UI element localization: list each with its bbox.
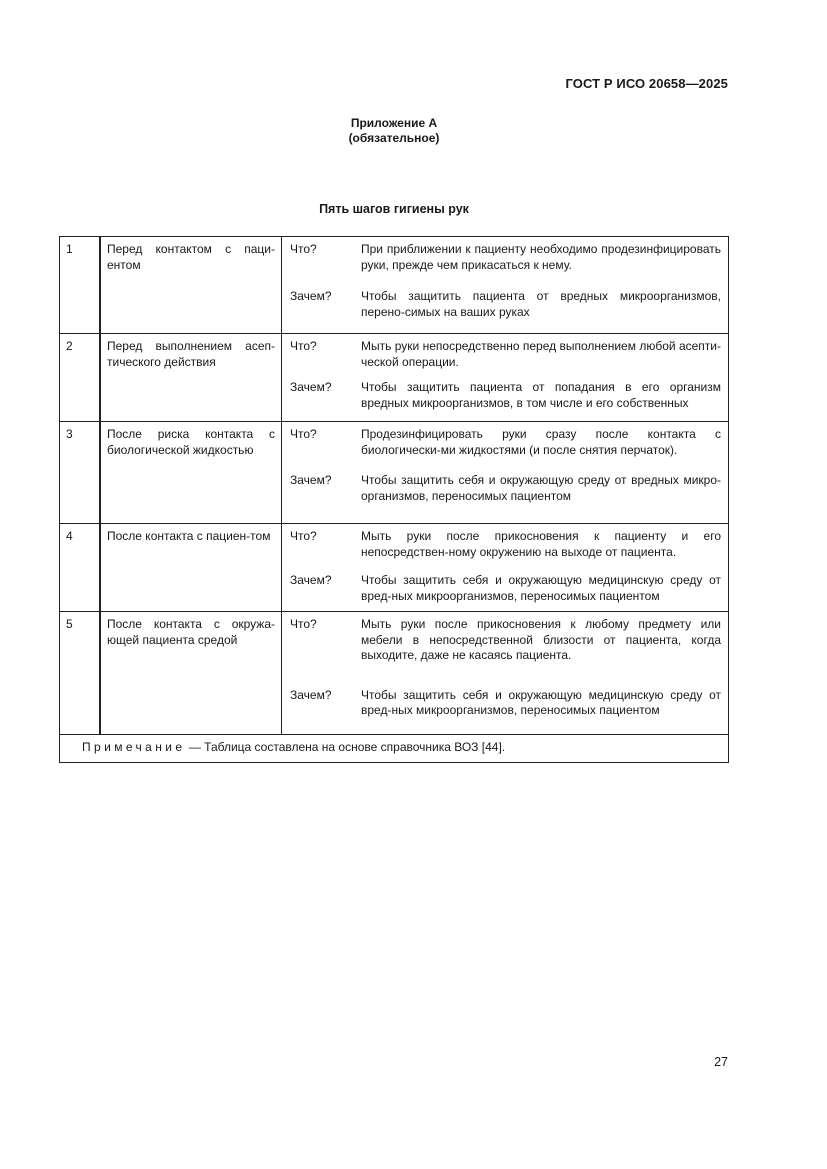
- what-text: Мыть руки после прикосновения к любому предмету или мебели в непосредственной близости от пациента, когда выходите, даже не касаясь пациента.: [361, 617, 721, 662]
- what-text: Продезинфицировать руки сразу после контакта с биологически-ми жидкостями (и после снятия перчаток).: [361, 427, 721, 457]
- why-label: Зачем?: [290, 687, 332, 702]
- why-text: Чтобы защитить себя и окружающую среду от вредных микро-организмов, переносимых пациентом: [361, 473, 721, 503]
- why-label: Зачем?: [290, 380, 332, 394]
- what-row: [282, 237, 728, 273]
- row-body: [282, 524, 729, 612]
- appendix-title: Приложение А: [350, 116, 438, 130]
- row-title: Перед выполнением асеп-тического действия: [100, 334, 282, 422]
- what-row: [282, 612, 728, 664]
- appendix-subtitle: (обязательное): [348, 131, 440, 145]
- what-row: [282, 524, 728, 560]
- what-text: Мыть руки непосредственно перед выполнением любой асепти-ческой операции.: [361, 339, 721, 369]
- what-row: [282, 334, 728, 370]
- table-title: Пять шагов гигиены рук: [319, 202, 469, 216]
- row-title: После контакта с пациен-том: [100, 524, 282, 612]
- note-label: Примечание: [82, 740, 186, 754]
- table-row: [60, 237, 729, 334]
- why-label: Зачем?: [290, 473, 332, 487]
- why-row: [282, 560, 728, 604]
- why-label: Зачем?: [290, 573, 332, 587]
- what-label: Что?: [290, 242, 317, 256]
- row-number: 3: [60, 422, 101, 524]
- row-body: [282, 237, 729, 334]
- why-row: [282, 664, 728, 719]
- what-text: Мыть руки после прикосновения к пациенту и его непосредствен-ному окружению на выходе от пациента.: [361, 529, 721, 559]
- table-note: [60, 735, 729, 763]
- page-number: 27: [714, 1055, 728, 1069]
- note-row: [60, 735, 729, 763]
- table-row: [60, 612, 729, 735]
- what-label: Что?: [290, 529, 317, 543]
- row-number: 4: [60, 524, 101, 612]
- row-body: [282, 612, 729, 735]
- row-title: После контакта с окружа-ющей пациента средой: [100, 612, 282, 735]
- table-row: [60, 524, 729, 612]
- row-title: Перед контактом с паци-ентом: [100, 237, 282, 334]
- row-body: [282, 334, 729, 422]
- table-row: [60, 334, 729, 422]
- row-number: 1: [60, 237, 101, 334]
- row-number: 2: [60, 334, 101, 422]
- what-row: [282, 422, 728, 458]
- row-title: После риска контакта с биологической жидкостью: [100, 422, 282, 524]
- note-text: — Таблица составлена на основе справочника ВОЗ [44].: [188, 740, 506, 754]
- row-number: 5: [60, 612, 101, 735]
- hand-hygiene-table: [59, 236, 729, 763]
- why-row: [282, 370, 728, 411]
- what-label: Что?: [290, 427, 317, 441]
- appendix-heading: [0, 116, 788, 146]
- why-row: [282, 458, 728, 504]
- why-row: [282, 273, 728, 320]
- why-label: Зачем?: [290, 289, 332, 303]
- what-label: Что?: [290, 339, 317, 353]
- why-text: Чтобы защитить пациента от вредных микроорганизмов, перено-симых на ваших руках: [361, 289, 721, 319]
- what-text: При приближении к пациенту необходимо продезинфицировать руки, прежде чем прикасаться к нему.: [361, 242, 721, 272]
- what-label: Что?: [290, 617, 317, 631]
- table-row: [60, 422, 729, 524]
- why-text: Чтобы защитить себя и окружающую медицинскую среду от вред-ных микроорганизмов, переносимых пациентом: [361, 573, 721, 603]
- standard-number: ГОСТ Р ИСО 20658—2025: [565, 76, 728, 91]
- row-body: [282, 422, 729, 524]
- why-text: Чтобы защитить пациента от попадания в его организм вредных микроорганизмов, в том числе и его собственных: [361, 380, 721, 410]
- why-text: Чтобы защитить себя и окружающую медицинскую среду от вред-ных микроорганизмов, переносимых пациентом: [361, 687, 721, 717]
